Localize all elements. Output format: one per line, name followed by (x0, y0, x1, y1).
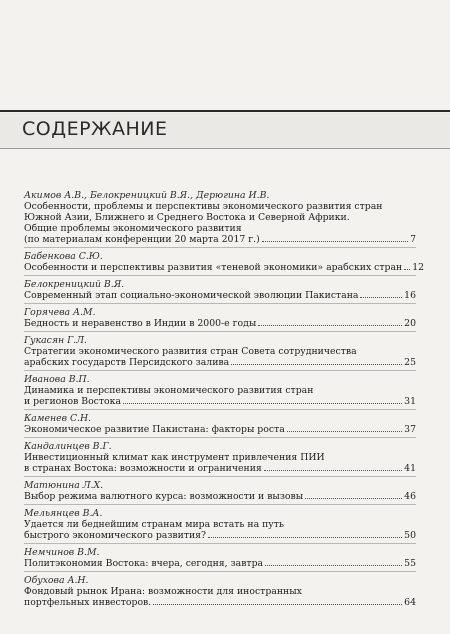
page-number: 16 (404, 290, 416, 301)
entry-title-line: Стратегии экономического развития стран Совета сотрудничества (24, 346, 357, 357)
entry-title-line: Южной Азии, Ближнего и Среднего Востока и Северной Африки. (24, 212, 350, 223)
entry-last-line (24, 262, 425, 273)
entry-last-line (24, 424, 416, 435)
entry-divider (24, 571, 416, 572)
entry-author: Белокреницкий В.Я. (24, 279, 125, 290)
entry-divider (24, 331, 416, 332)
entry-title-line: в странах Востока: возможности и ограничения (24, 463, 262, 474)
entry-author: Мельянцев В.А. (24, 508, 103, 519)
dot-leader (258, 325, 402, 326)
entry-last-line (24, 234, 416, 245)
page-number: 25 (404, 357, 416, 368)
toc-entry[interactable] (24, 374, 416, 407)
entry-title-line: Фондовый рынок Ирана: возможности для иностранных (24, 586, 302, 597)
dot-leader (305, 498, 402, 499)
page-number: 64 (404, 597, 416, 608)
page-number: 46 (404, 491, 416, 502)
entry-author: Горячева А.М. (24, 307, 96, 318)
dot-leader (264, 470, 402, 471)
toc-entry[interactable] (24, 335, 416, 368)
entry-last-line (24, 396, 416, 407)
entry-divider (24, 476, 416, 477)
entry-title-line: Удается ли беднейшим странам мира встать на путь (24, 519, 284, 530)
entry-author: Обухова А.Н. (24, 575, 89, 586)
entry-divider (24, 504, 416, 505)
entry-author: Немчинов В.М. (24, 547, 100, 558)
toc-entry[interactable] (24, 307, 416, 329)
entry-last-line (24, 290, 416, 301)
entry-last-line (24, 318, 416, 329)
entry-title-line: Современный этап социально-экономической эволюции Пакистана (24, 290, 359, 301)
entry-last-line (24, 558, 416, 569)
table-of-contents (24, 190, 425, 608)
page-number: 7 (410, 234, 416, 245)
entry-title-line: арабских государств Персидского залива (24, 357, 230, 368)
entry-author: Иванова В.П. (24, 374, 90, 385)
entry-last-line (24, 530, 416, 541)
dot-leader (123, 403, 402, 404)
dot-leader (262, 241, 408, 242)
page-title: СОДЕРЖАНИЕ (22, 118, 168, 140)
entry-divider (24, 409, 416, 410)
entry-divider (24, 437, 416, 438)
entry-title-line: быстрого экономического развития? (24, 530, 207, 541)
entry-title-line: Особенности, проблемы и перспективы экономического развития стран (24, 201, 383, 212)
page-number: 50 (404, 530, 416, 541)
header-rule-top (0, 110, 450, 112)
entry-title-line: Динамика и перспективы экономического развития стран (24, 385, 314, 396)
toc-entry[interactable] (24, 441, 416, 474)
toc-entry[interactable] (24, 547, 416, 569)
entry-last-line (24, 463, 416, 474)
dot-leader (208, 537, 402, 538)
entry-title-line: Инвестиционный климат как инструмент привлечения ПИИ (24, 452, 325, 463)
entry-last-line (24, 491, 416, 502)
entry-title-line: портфельных инвесторов. (24, 597, 152, 608)
entry-author: Каменев С.Н. (24, 413, 92, 424)
entry-author: Кандалинцев В.Г. (24, 441, 112, 452)
entry-author: Матюнина Л.Х. (24, 480, 104, 491)
page-number: 20 (404, 318, 416, 329)
entry-last-line (24, 357, 416, 368)
entry-divider (24, 543, 416, 544)
toc-entry[interactable] (24, 480, 416, 502)
toc-entry[interactable] (24, 279, 416, 301)
entry-author: Гукасян Г.Л. (24, 335, 87, 346)
dot-leader (153, 604, 402, 605)
entry-divider (24, 303, 416, 304)
toc-entry[interactable] (24, 413, 416, 435)
entry-divider (24, 247, 416, 248)
toc-entry[interactable] (24, 575, 416, 608)
entry-title-line: Особенности и перспективы развития «теневой экономики» арабских стран (24, 262, 403, 273)
dot-leader (360, 297, 402, 298)
entry-title-line: и регионов Востока (24, 396, 121, 407)
entry-last-line (24, 597, 416, 608)
entry-title-line: Политэкономия Востока: вчера, сегодня, завтра (24, 558, 264, 569)
dot-leader (231, 364, 402, 365)
dot-leader (404, 269, 410, 270)
page-number: 37 (404, 424, 416, 435)
entry-title-line: Бедность и неравенство в Индии в 2000-е годы (24, 318, 257, 329)
entry-divider (24, 370, 416, 371)
page-number: 12 (412, 262, 425, 273)
page-number: 31 (404, 396, 416, 407)
page-number: 41 (404, 463, 416, 474)
page-number: 55 (404, 558, 416, 569)
entry-author: Акимов А.В., Белокреницкий В.Я., Дерюгина И.В. (24, 190, 270, 201)
entry-title-line: Общие проблемы экономического развития (24, 223, 242, 234)
entry-author: Бабенкова С.Ю. (24, 251, 103, 262)
header-rule-bottom (0, 148, 450, 149)
toc-entry[interactable] (24, 190, 416, 245)
toc-entry[interactable] (24, 508, 416, 541)
entry-title-line: Выбор режима валютного курса: возможности и вызовы (24, 491, 304, 502)
entry-divider (24, 275, 416, 276)
dot-leader (265, 565, 402, 566)
dot-leader (287, 431, 402, 432)
toc-entry[interactable] (24, 251, 425, 273)
entry-title-line: (по материалам конференции 20 марта 2017 г.) (24, 234, 260, 245)
entry-title-line: Экономическое развитие Пакистана: факторы роста (24, 424, 285, 435)
